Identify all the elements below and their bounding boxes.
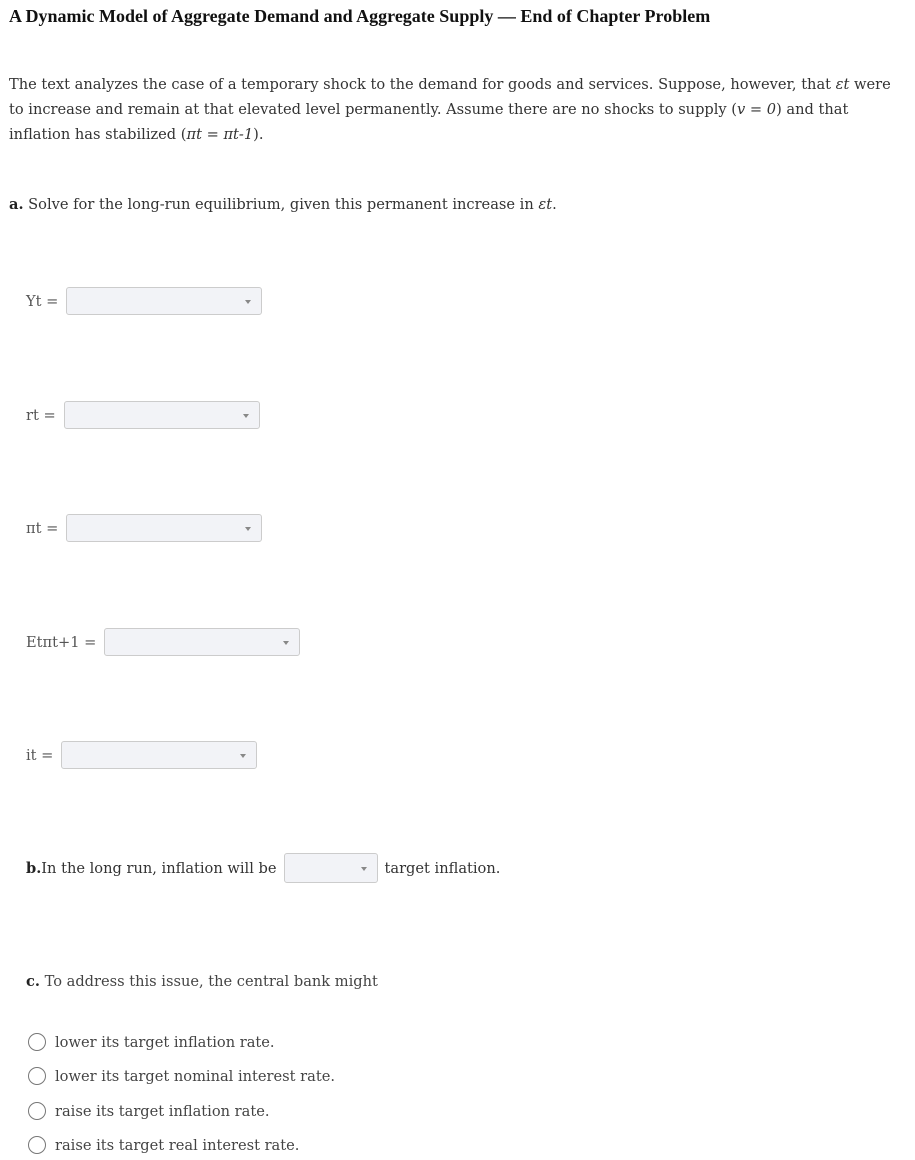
caret-down-icon [361,867,367,871]
dropdown-r[interactable] [64,401,260,429]
caret-down-icon [243,414,249,418]
option-label: lower its target nominal interest rate. [55,1067,335,1085]
equation-row-y [26,287,262,315]
caret-down-icon [245,527,251,531]
radio-icon[interactable] [28,1033,46,1051]
option-label: lower its target inflation rate. [55,1033,275,1051]
dropdown-pi[interactable] [66,514,262,542]
equation-row-pi [26,514,262,542]
radio-icon[interactable] [28,1067,46,1085]
problem-intro [9,72,905,147]
option-lower-target-inflation[interactable] [28,1033,275,1051]
equation-label-i: it = [26,746,54,764]
option-label: raise its target inflation rate. [55,1102,270,1120]
equation-row-expected-pi [26,628,300,656]
intro-text-1: The text analyzes the case of a temporary shock to the demand for goods and services. Suppose, however, that [9,76,836,93]
intro-text-3: ) and that inflation has stabilized ( [9,101,849,143]
dropdown-y[interactable] [66,287,262,315]
part-c-text: To address this issue, the central bank might [39,973,378,990]
v-equation: v = 0 [737,101,777,118]
part-a-epsilon: εt [538,196,553,213]
option-raise-target-real-rate[interactable] [28,1136,299,1154]
radio-icon[interactable] [28,1102,46,1120]
dropdown-i[interactable] [61,741,257,769]
caret-down-icon [283,641,289,645]
equation-label-expected-pi: Etπt+1 = [26,633,97,651]
part-b-text: In the long run, inflation will be [41,859,277,877]
equation-label-pi: πt = [26,519,59,537]
intro-text-4: ). [253,126,264,143]
equation-row-r [26,401,260,429]
option-raise-target-inflation[interactable] [28,1102,269,1120]
part-a-prompt [9,194,557,216]
part-c-letter: c. [26,973,40,990]
part-b-letter: b. [26,859,42,877]
intro-text-2: were to increase and remain at that elevated level permanently. Assume there are no shocks to supply ( [9,76,891,118]
caret-down-icon [245,300,251,304]
part-a-period: . [552,196,557,213]
page-title: A Dynamic Model of Aggregate Demand and Aggregate Supply — End of Chapter Problem [9,6,711,26]
dropdown-inflation-comparison[interactable] [284,853,378,883]
caret-down-icon [240,754,246,758]
dropdown-expected-pi[interactable] [104,628,300,656]
epsilon-t: εt [835,76,850,93]
part-c-prompt [26,973,378,990]
option-label: raise its target real interest rate. [55,1136,300,1154]
equation-row-i [26,741,257,769]
part-a-letter: a. [9,196,24,213]
part-b-suffix: target inflation. [384,859,501,877]
equation-label-y: Yt = [26,292,59,310]
option-lower-target-nominal-rate[interactable] [28,1067,335,1085]
equation-label-r: rt = [26,406,56,424]
part-a-text: Solve for the long-run equilibrium, given this permanent increase in [23,196,539,213]
radio-icon[interactable] [28,1136,46,1154]
part-b-prompt [26,853,500,883]
pi-equation: πt = πt-1 [186,126,254,143]
